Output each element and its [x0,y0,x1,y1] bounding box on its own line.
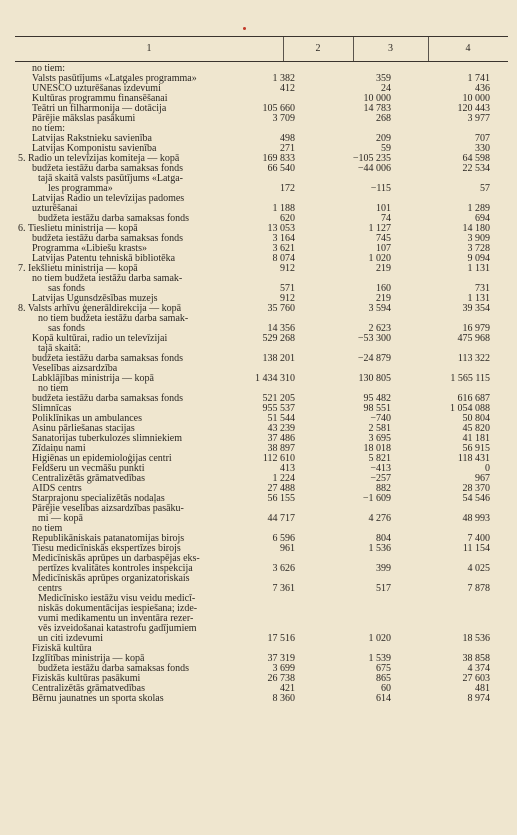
row-label: Asinu pārliešanas stacijas [32,423,135,434]
row-label: no tiem: [32,63,66,74]
row-value-col-3: 74 [381,213,391,224]
row-value-col-2: 912 [280,293,295,304]
row-label: 5. Radio un televīzijas komiteja — kopā [18,153,180,164]
row-value-col-2: 529 268 [262,333,295,344]
row-value-col-4: 10 000 [462,93,490,104]
row-value-col-2: 169 833 [262,153,295,164]
row-label: niskās dokumentācijas iespiešana; izde- [38,603,198,614]
table-body [0,64,517,704]
row-value-col-2: 8 360 [272,693,295,704]
row-label: Zīdaiņu nami [32,443,86,454]
row-value-col-4: 7 878 [467,583,490,594]
row-value-col-4: 48 993 [462,513,490,524]
row-label: Valsts pasūtījums «Latgales programma» [32,73,197,84]
row-label: Teātri un filharmonija — dotācija [32,103,167,114]
row-value-col-4: 4 374 [467,663,490,674]
row-label: budžeta iestāžu darba samaksas fonds [32,353,184,364]
row-value-col-2: 7 361 [272,583,295,594]
row-value-col-4: 118 431 [457,453,490,464]
row-label: Latvijas Rakstnieku savienība [32,133,152,144]
row-label: uzturēšanai [32,203,78,214]
row-label: Pārējie veselības aizsardzības pasāku- [32,503,184,514]
row-label: tajā skaitā valsts pasūtījums «Latga- [38,173,183,184]
row-label: Latvijas Radio un televīzijas padomes [32,193,185,204]
row-value-col-3: 1 020 [368,253,391,264]
row-value-col-3: 160 [376,283,391,294]
row-value-col-4: 1 565 115 [450,373,490,384]
row-value-col-2: 6 596 [272,533,295,544]
row-value-col-3: −257 [370,473,391,484]
row-label: Tiesu medicīniskās ekspertīzes birojs [32,543,181,554]
row-label: 6. Tieslietu ministrija — kopā [18,223,138,234]
row-label: Medicīniskās aprūpes un darbaspējas eks- [32,553,200,564]
row-value-col-4: 39 354 [462,303,490,314]
row-value-col-4: 56 915 [462,443,490,454]
row-value-col-3: −413 [370,463,391,474]
row-label: mi — kopā [38,513,83,524]
row-value-col-3: 675 [376,663,391,674]
row-value-col-2: 37 319 [267,653,295,664]
table-row [0,394,517,404]
row-value-col-2: 1 224 [272,473,295,484]
row-value-col-2: 620 [280,213,295,224]
row-value-col-3: 18 018 [363,443,391,454]
row-value-col-4: 481 [475,683,490,694]
row-label: AIDS centrs [32,483,82,494]
row-value-col-4: 7 400 [467,533,490,544]
row-value-col-3: −1 609 [362,493,391,504]
row-label: no tiem [32,523,63,534]
row-label: Slimnīcas [32,403,72,414]
row-value-col-4: 694 [475,213,490,224]
row-value-col-2: 112 610 [262,453,295,464]
row-label: budžeta iestāžu darba samaksas fonds [32,163,184,174]
header-col-2: 2 [315,43,321,54]
row-value-col-3: 14 783 [363,103,391,114]
row-value-col-3: −44 006 [357,163,391,174]
row-value-col-2: 17 516 [267,633,295,644]
row-label: Medicīniskās aprūpes organizatoriskais [32,573,190,584]
row-value-col-4: 436 [475,83,490,94]
header-col-1: 1 [146,43,152,54]
row-label: Fiziskās kultūras pasākumi [32,673,141,684]
row-value-col-3: 3 695 [368,433,391,444]
row-value-col-4: 16 979 [462,323,490,334]
row-label: Kultūras programmu finansēšanai [32,93,168,104]
row-label: no tiem: [32,123,66,134]
row-value-col-4: 8 974 [467,693,490,704]
row-label: Programma «Libiešu krasts» [32,243,147,254]
row-value-col-3: 399 [376,563,391,574]
row-value-col-4: 707 [475,133,490,144]
row-label: budžeta iestāžu darba samaksas fonds [38,663,190,674]
row-value-col-4: 45 820 [462,423,490,434]
row-label: Labklājības ministrija — kopā [32,373,154,384]
row-value-col-3: 517 [376,583,391,594]
row-value-col-2: 26 738 [267,673,295,684]
row-value-col-2: 172 [280,183,295,194]
row-value-col-2: 521 205 [262,393,295,404]
row-label: Latvijas Komponistu savienība [32,143,157,154]
row-label: Kopā kultūrai, radio un televīzijai [32,333,168,344]
row-value-col-3: −24 879 [357,353,391,364]
row-value-col-2: 35 760 [267,303,295,314]
header-col-3: 3 [388,43,393,54]
row-label: no tiem [38,383,69,394]
row-value-col-3: 3 594 [368,303,391,314]
row-label: 7. Iekšlietu ministrija — kopā [18,263,138,274]
row-label: pertīzes kvalitātes kontroles inspekcija [38,563,193,574]
row-label: Feldšeru un vecmāšu punkti [32,463,145,474]
table-header [15,37,508,61]
row-value-col-3: 1 127 [368,223,391,234]
row-value-col-2: 56 155 [267,493,295,504]
row-value-col-3: 1 536 [368,543,391,554]
row-value-col-3: 865 [376,673,391,684]
row-value-col-2: 955 537 [262,403,295,414]
row-value-col-2: 3 164 [272,233,295,244]
row-value-col-4: 1 741 [467,73,490,84]
table-row [0,694,517,704]
row-value-col-4: 50 804 [462,413,490,424]
row-value-col-2: 43 239 [267,423,295,434]
row-value-col-2: 3 621 [272,243,295,254]
row-value-col-4: 28 370 [462,483,490,494]
row-label: budžeta iestāžu darba samaksas fonds [32,233,184,244]
row-label: Latvijas Ugunsdzēsības muzejs [32,293,158,304]
row-value-col-3: 209 [376,133,391,144]
row-value-col-2: 138 201 [262,353,295,364]
row-label: un citi izdevumi [38,633,103,644]
row-value-col-4: 4 025 [467,563,490,574]
row-value-col-3: 745 [376,233,391,244]
row-value-col-2: 961 [280,543,295,554]
row-value-col-3: 95 482 [363,393,391,404]
row-value-col-2: 13 053 [267,223,295,234]
row-value-col-4: 57 [480,183,490,194]
row-value-col-3: 1 020 [368,633,391,644]
row-value-col-3: 614 [376,693,391,704]
row-value-col-2: 1 434 310 [255,373,295,384]
row-value-col-4: 18 536 [462,633,490,644]
row-value-col-2: 105 660 [262,103,295,114]
row-value-col-4: 11 154 [462,543,490,554]
row-value-col-2: 271 [280,143,295,154]
row-label: Veselības aizsardzība [32,363,118,374]
row-value-col-3: 268 [376,113,391,124]
row-value-col-4: 27 603 [462,673,490,684]
row-value-col-2: 3 626 [272,563,295,574]
row-value-col-4: 0 [485,463,490,474]
row-label: Higiēnas un epidemioloģijas centri [32,453,172,464]
row-value-col-3: −105 235 [352,153,391,164]
row-value-col-4: 38 858 [462,653,490,664]
row-value-col-2: 44 717 [267,513,295,524]
row-value-col-2: 14 356 [267,323,295,334]
row-value-col-4: 967 [475,473,490,484]
row-label: Republikāniskais patanatomijas birojs [32,533,185,544]
row-label: Poliklīnikas un ambulances [32,413,142,424]
red-ink-mark [243,27,246,30]
row-label: vumi medikamentu un inventāra rezer- [38,613,194,624]
row-value-col-3: 359 [376,73,391,84]
row-value-col-4: 1 054 088 [450,403,490,414]
row-value-col-3: 2 581 [368,423,391,434]
row-label: Pārējie mākslas pasākumi [32,113,136,124]
row-label: centrs [38,583,62,594]
row-value-col-2: 1 188 [272,203,295,214]
row-value-col-4: 1 131 [467,263,490,274]
header-col-4: 4 [465,43,471,54]
row-label: Starprajonu specializētās nodaļas [32,493,165,504]
row-value-col-3: 4 276 [368,513,391,524]
row-value-col-2: 912 [280,263,295,274]
row-value-col-4: 9 094 [467,253,490,264]
row-label: sas fonds [48,323,85,334]
table-row [0,514,517,524]
row-value-col-4: 330 [475,143,490,154]
row-label: 8. Valsts arhīvu ģenerāldirekcija — kopā [18,303,182,314]
row-label: Bērnu jaunatnes un sporta skolas [32,693,164,704]
table-row [0,374,517,384]
row-value-col-3: 59 [381,143,391,154]
row-label: Medicīnisko iestāžu visu veidu medicī- [38,593,196,604]
row-value-col-4: 64 598 [462,153,490,164]
table-header-rule [15,61,508,62]
row-value-col-3: −115 [370,183,391,194]
row-value-col-3: 804 [376,533,391,544]
row-label: budžeta iestāžu darba samaksas fonds [38,213,190,224]
row-value-col-4: 14 180 [462,223,490,234]
row-value-col-2: 413 [280,463,295,474]
row-label: les programma» [48,183,113,194]
row-value-col-3: 101 [376,203,391,214]
row-value-col-3: 60 [381,683,391,694]
row-label: Fiziskā kultūra [32,643,92,654]
row-value-col-2: 421 [280,683,295,694]
row-value-col-2: 498 [280,133,295,144]
table-row [0,574,517,584]
row-value-col-2: 3 699 [272,663,295,674]
row-value-col-4: 3 728 [467,243,490,254]
row-value-col-2: 38 897 [267,443,295,454]
row-value-col-2: 66 540 [267,163,295,174]
row-label: sas fonds [48,283,85,294]
row-value-col-4: 475 968 [457,333,490,344]
row-value-col-4: 3 977 [467,113,490,124]
row-value-col-4: 3 909 [467,233,490,244]
row-value-col-3: −740 [370,413,391,424]
row-value-col-4: 22 534 [462,163,490,174]
row-value-col-4: 54 546 [462,493,490,504]
row-label: Centralizētās grāmatvedības [32,473,146,484]
row-value-col-3: 882 [376,483,391,494]
row-label: Sanatorijas tuberkulozes slimniekiem [32,433,182,444]
row-value-col-3: 219 [376,293,391,304]
row-label: Latvijas Patentu tehniskā bibliotēka [32,253,176,264]
row-value-col-2: 412 [280,83,295,94]
row-value-col-4: 41 181 [462,433,490,444]
row-value-col-3: 130 805 [358,373,391,384]
row-label: Izglītības ministrija — kopā [32,653,145,664]
row-value-col-3: 1 539 [368,653,391,664]
row-value-col-3: −53 300 [357,333,391,344]
row-value-col-4: 616 687 [457,393,490,404]
row-label: budžeta iestāžu darba samaksas fonds [32,393,184,404]
row-value-col-4: 120 443 [457,103,490,114]
row-value-col-4: 731 [475,283,490,294]
row-label: no tiem budžeta iestāžu darba samak- [32,273,183,284]
row-value-col-4: 1 289 [467,203,490,214]
row-value-col-2: 3 709 [272,113,295,124]
row-value-col-3: 10 000 [363,93,391,104]
row-value-col-4: 113 322 [457,353,490,364]
row-label: vēs izveidošanai katastrofu gadījumiem [38,623,197,634]
row-label: tajā skaitā: [38,343,82,354]
row-value-col-3: 98 551 [363,403,391,414]
row-value-col-3: 24 [381,83,391,94]
row-value-col-2: 27 488 [267,483,295,494]
row-value-col-2: 51 544 [267,413,295,424]
row-value-col-3: 5 821 [368,453,391,464]
row-value-col-4: 1 131 [467,293,490,304]
row-value-col-2: 8 074 [272,253,295,264]
row-label: Centralizētās grāmatvedības [32,683,146,694]
row-value-col-2: 1 382 [272,73,295,84]
row-value-col-3: 107 [376,243,391,254]
row-value-col-2: 37 486 [267,433,295,444]
row-label: UNESCO uzturēšanas izdevumi [32,83,161,94]
row-label: no tiem budžeta iestāžu darba samak- [38,313,189,324]
row-value-col-2: 571 [280,283,295,294]
table-row [0,114,517,124]
row-value-col-3: 219 [376,263,391,274]
row-value-col-3: 2 623 [368,323,391,334]
